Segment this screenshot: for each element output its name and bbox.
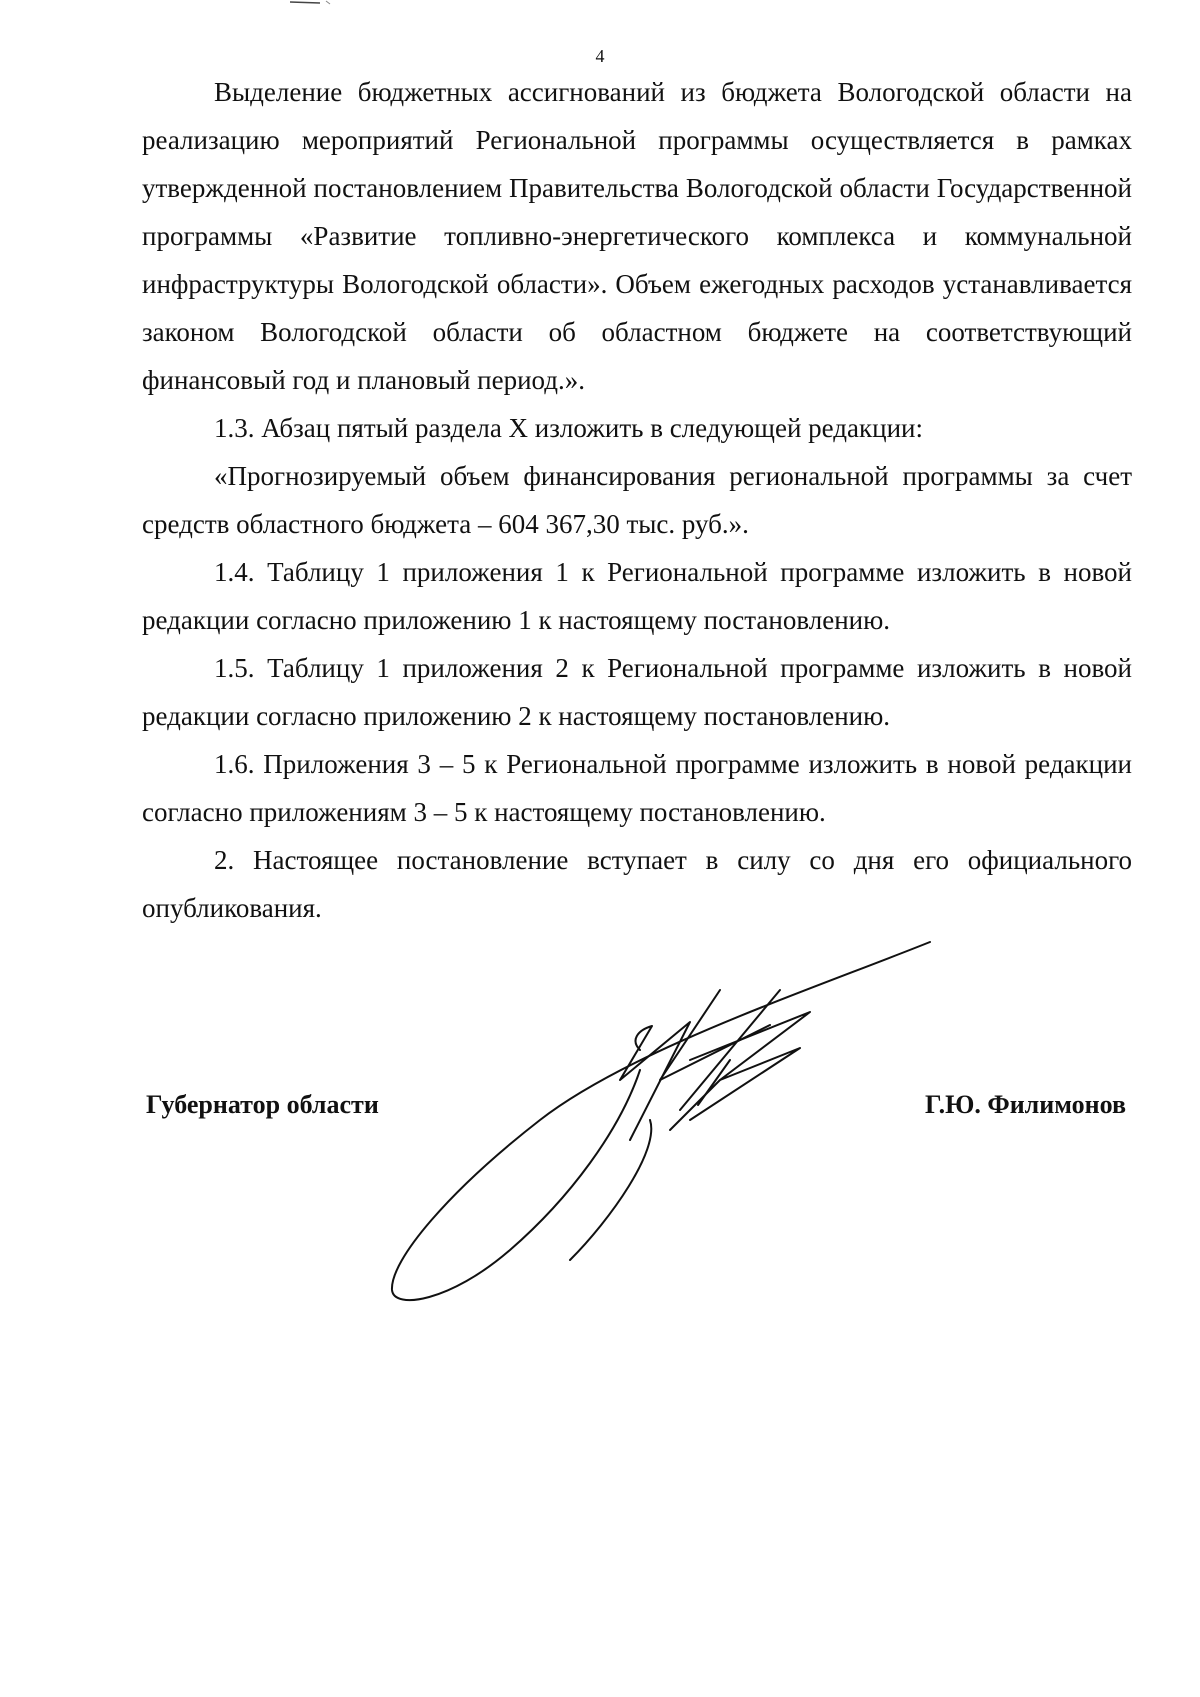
paragraph-financing-volume: «Прогнозируемый объем финансирования региональной программы за счет средств областного бюджета – 604 367,30 тыс. руб.». xyxy=(142,461,1132,539)
paragraph-1-3: 1.3. Абзац пятый раздела X изложить в следующей редакции: xyxy=(214,413,923,443)
handwritten-signature xyxy=(390,930,950,1310)
signatory-position: Губернатор области xyxy=(146,1090,379,1119)
paragraph-1-5: 1.5. Таблицу 1 приложения 2 к Региональной программе изложить в новой редакции согласно приложению 2 к настоящему постановлению. xyxy=(142,653,1132,731)
document-body xyxy=(142,68,1132,932)
signatory-name: Г.Ю. Филимонов xyxy=(924,1090,1126,1119)
scan-artifact xyxy=(290,0,350,6)
paragraph-1-4: 1.4. Таблицу 1 приложения 1 к Региональной программе изложить в новой редакции согласно приложению 1 к настоящему постановлению. xyxy=(142,557,1132,635)
paragraph-budget-allocation: Выделение бюджетных ассигнований из бюджета Вологодской области на реализацию мероприятий Региональной программы осуществляется в рамках утвержденной постановлением Правительства Вологодской области Государственной программы «Развитие топливно-энергетического комплекса и коммунальной инфраструктуры Вологодской области». Объем ежегодных расходов устанавливается законом Вологодской области об областном бюджете на соответствующий финансовый год и плановый период.». xyxy=(142,77,1132,395)
paragraph-2-effective-date: 2. Настоящее постановление вступает в силу со дня его официального опубликования. xyxy=(142,845,1132,923)
page-number: 4 xyxy=(595,46,605,66)
paragraph-1-6: 1.6. Приложения 3 – 5 к Региональной программе изложить в новой редакции согласно приложениям 3 – 5 к настоящему постановлению. xyxy=(142,749,1132,827)
